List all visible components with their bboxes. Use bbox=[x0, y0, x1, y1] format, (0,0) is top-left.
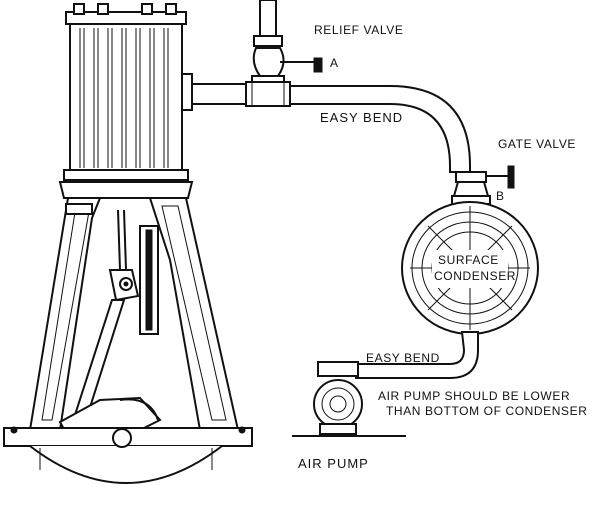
gate-valve bbox=[452, 166, 514, 204]
point-b-label: B bbox=[496, 189, 505, 203]
point-a-label: A bbox=[330, 56, 339, 70]
condenser-label-line1: SURFACE bbox=[438, 253, 499, 267]
engine-cylinder bbox=[60, 4, 192, 198]
easy-bend-top-label: EASY BEND bbox=[320, 110, 404, 125]
air-pump-label: AIR PUMP bbox=[298, 456, 369, 471]
condenser-label-line2: CONDENSER bbox=[434, 269, 517, 283]
note-line1: AIR PUMP SHOULD BE LOWER bbox=[378, 389, 571, 403]
gate-valve-label: GATE VALVE bbox=[498, 137, 577, 151]
surface-condenser bbox=[402, 202, 538, 334]
relief-valve-label: RELIEF VALVE bbox=[314, 23, 404, 37]
engine-frame bbox=[4, 198, 252, 483]
note-line2: THAN BOTTOM OF CONDENSER bbox=[386, 404, 588, 418]
easy-bend-bottom-label: EASY BEND bbox=[366, 351, 440, 365]
